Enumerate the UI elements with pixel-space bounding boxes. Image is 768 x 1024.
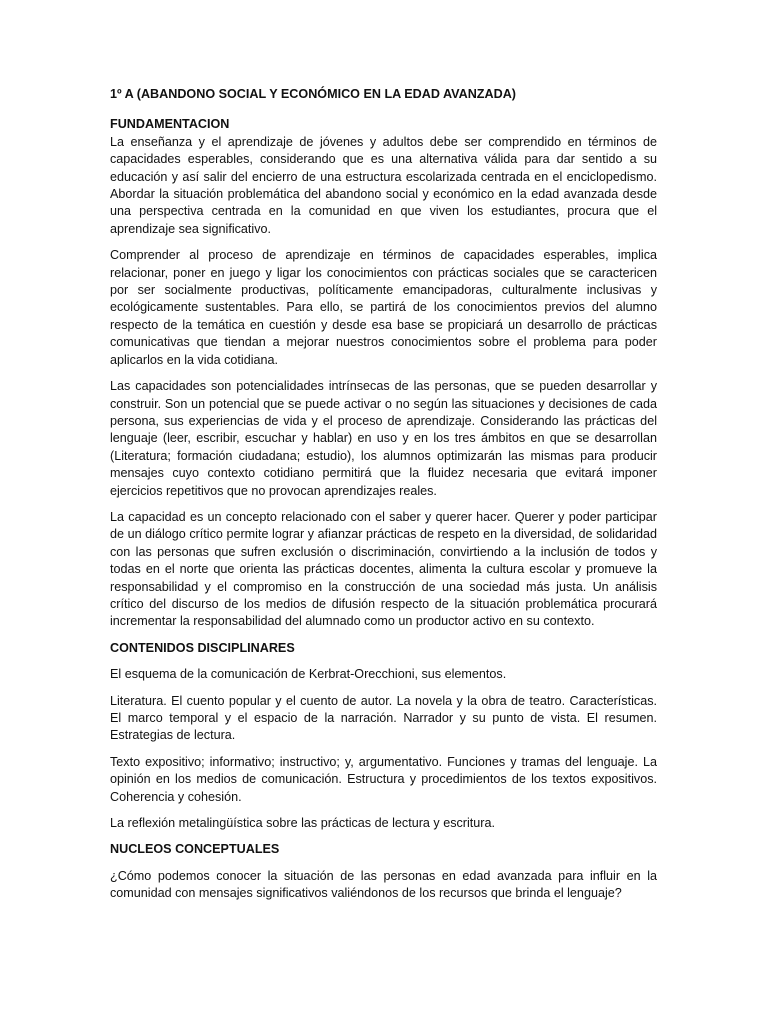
paragraph-fundamentacion-4: La capacidad es un concepto relacionado con el saber y querer hacer. Querer y poder participar de un diálogo crítico permite lograr y afianzar prácticas de respeto en la diversidad, de solidaridad con las personas que sufren exclusión o discriminación, convirtiendo a la inclusión de todos y todas en el norte que orienta las prácticas docentes, alimenta la cultura escolar y promueve la responsabilidad y el compromiso en la construcción de una sociedad más justa. Un análisis crítico del discurso de los medios de difusión respecto de la situación problemática procurará incrementar la responsabilidad del alumnado como un productor activo en su contexto. (110, 509, 657, 629)
paragraph-fundamentacion-1: La enseñanza y el aprendizaje de jóvenes y adultos debe ser comprendido en términos de capacidades esperables, considerando que es una alternativa válida para dar sentido a su educación y así salir del encierro de una estructura escolarizada centrada en el enciclopedismo. Abordar la situación problemática del abandono social y económico en la edad avanzada desde una perspectiva centrada en la comunidad en que viven los estudiantes, procura que el aprendizaje sea significativo. (110, 134, 657, 236)
paragraph-contenidos-4: La reflexión metalingüística sobre las prácticas de lectura y escritura. (110, 816, 495, 831)
paragraph-nucleos-1: ¿Cómo podemos conocer la situación de las personas en edad avanzada para influir en la comunidad con mensajes significativos valiéndonos de los recursos que brinda el lenguaje? (110, 868, 657, 901)
paragraph-contenidos-1: El esquema de la comunicación de Kerbrat-Orecchioni, sus elementos. (110, 667, 507, 682)
section-heading-fundamentacion: FUNDAMENTACION (110, 117, 230, 132)
paragraph-fundamentacion-2: Comprender al proceso de aprendizaje en términos de capacidades esperables, implica relacionar, poner en juego y ligar los conocimientos con prácticas sociales que se caractericen por ser socialmente productivas, políticamente emancipadoras, culturalmente inclusivas y ecológicamente sustentables. Para ello, se partirá de los conocimientos previos del alumno respecto de la temática en cuestión y desde esa base se propiciará un desarrollo de prácticas comunicativas que tiendan a mejorar nuestros conocimientos sobre el problema para poder aplicarlos en la vida cotidiana. (110, 248, 657, 367)
section-heading-contenidos: CONTENIDOS DISCIPLINARES (110, 640, 295, 655)
paragraph-fundamentacion-3: Las capacidades son potencialidades intrínsecas de las personas, que se pueden desarrollar y construir. Son un potencial que se puede activar o no según las situaciones y decisiones de cada persona, sus experiencias de vida y el proceso de aprendizaje. Considerando las prácticas del lenguaje (leer, escribir, escuchar y hablar) en uso y en los tres ámbitos en que se desarrollan (Literatura; formación ciudadana; estudio), los alumnos optimizarán las mismas para producir mensajes cuyo contexto cotidiano permitirá que la fluidez necesaria que evitará imponer ejercicios repetitivos que no provocan aprendizajes reales. (110, 379, 657, 498)
document-page (110, 86, 657, 912)
section-contenidos (110, 640, 657, 833)
section-fundamentacion (110, 116, 657, 630)
document-title: 1º A (ABANDONO SOCIAL Y ECONÓMICO EN LA EDAD AVANZADA) (110, 87, 516, 101)
section-nucleos (110, 841, 657, 902)
section-heading-nucleos: NUCLEOS CONCEPTUALES (110, 842, 280, 857)
paragraph-contenidos-2: Literatura. El cuento popular y el cuento de autor. La novela y la obra de teatro. Características. El marco temporal y el espacio de la narración. Narrador y su punto de vista. El resumen. Estrategias de lectura. (110, 693, 657, 743)
paragraph-contenidos-3: Texto expositivo; informativo; instructivo; y, argumentativo. Funciones y tramas del lenguaje. La opinión en los medios de comunicación. Estructura y procedimientos de los textos expositivos. Coherencia y cohesión. (110, 754, 657, 804)
